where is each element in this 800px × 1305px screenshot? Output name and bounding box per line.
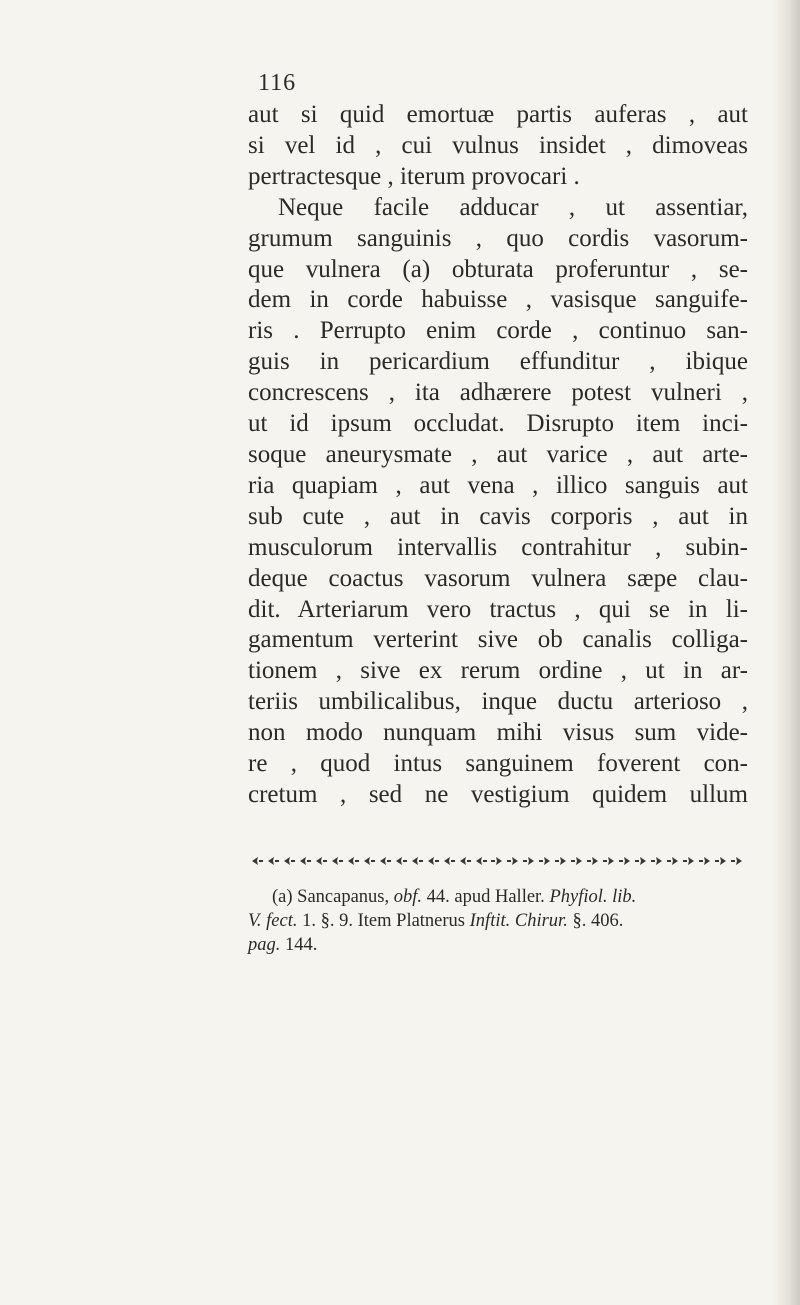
page-edge-shadow [772, 0, 800, 1305]
text-line: grumum sanguinis , quo cordis vasorum- [248, 224, 748, 252]
footnote-line [248, 933, 748, 957]
text-line: si vel id , cui vulnus insidet , dimoveas [248, 131, 748, 159]
footnote-line [248, 909, 748, 933]
text-line: concrescens , ita adhærere potest vulneri , [248, 379, 748, 407]
footnote-text: (a) Sancapanus, [272, 887, 394, 907]
text-line: guis in pericardium effunditur , ibique [248, 348, 748, 376]
footnote-italic: Inftit. Chirur. [469, 911, 568, 931]
text-line: re , quod intus sanguinem foverent con- [248, 750, 748, 778]
text-line: Neque facile adducar , ut assentiar, [278, 193, 748, 221]
text-line: deque coactus vasorum vulnera sæpe clau- [248, 564, 748, 592]
footnote-text: §. 406. [567, 911, 624, 931]
text-line: soque aneurysmate , aut varice , aut arte- [248, 440, 748, 468]
page-number: 116 [258, 70, 297, 96]
text-line: ut id ipsum occludat. Disrupto item inci- [248, 410, 748, 438]
text-line: musculorum intervallis contrahitur , subin- [248, 533, 748, 561]
text-line: sub cute , aut in cavis corporis , aut in [248, 502, 748, 530]
footnote-italic: Phyfiol. lib. [549, 887, 637, 907]
text-line: tionem , sive ex rerum ordine , ut in ar- [248, 657, 748, 685]
footnote-text: 44. apud Haller. [422, 887, 550, 907]
text-line: gamentum verterint sive ob canalis colliga- [248, 626, 748, 654]
text-line: non modo nunquam mihi visus sum vide- [248, 719, 748, 747]
text-line: teriis umbilicalibus, inque ductu arterioso , [248, 688, 748, 716]
footnote-text: 1. §. 9. Item Platnerus [297, 911, 470, 931]
footnote-italic: obf. [393, 887, 423, 907]
text-line: que vulnera (a) obturata proferuntur , se- [248, 255, 748, 283]
text-line: cretum , sed ne vestigium quidem ullum [248, 780, 748, 808]
text-line: pertractesque , iterum provocari . [248, 162, 580, 190]
text-line: dem in corde habuisse , vasisque sanguife- [248, 286, 748, 314]
text-line: aut si quid emortuæ partis auferas , aut [248, 101, 748, 128]
footnote-line [248, 885, 748, 909]
text-line: ris . Perrupto enim corde , continuo san- [248, 317, 748, 345]
main-text [248, 100, 748, 811]
footnote [248, 885, 748, 957]
footnote-italic: pag. [248, 935, 281, 955]
text-line: dit. Arteriarum vero tractus , qui se in li- [248, 595, 748, 623]
ornamental-divider [252, 852, 744, 870]
footnote-text: 144. [280, 935, 318, 955]
text-line: ria quapiam , aut vena , illico sanguis aut [248, 471, 748, 499]
footnote-italic: V. fect. [248, 911, 298, 931]
